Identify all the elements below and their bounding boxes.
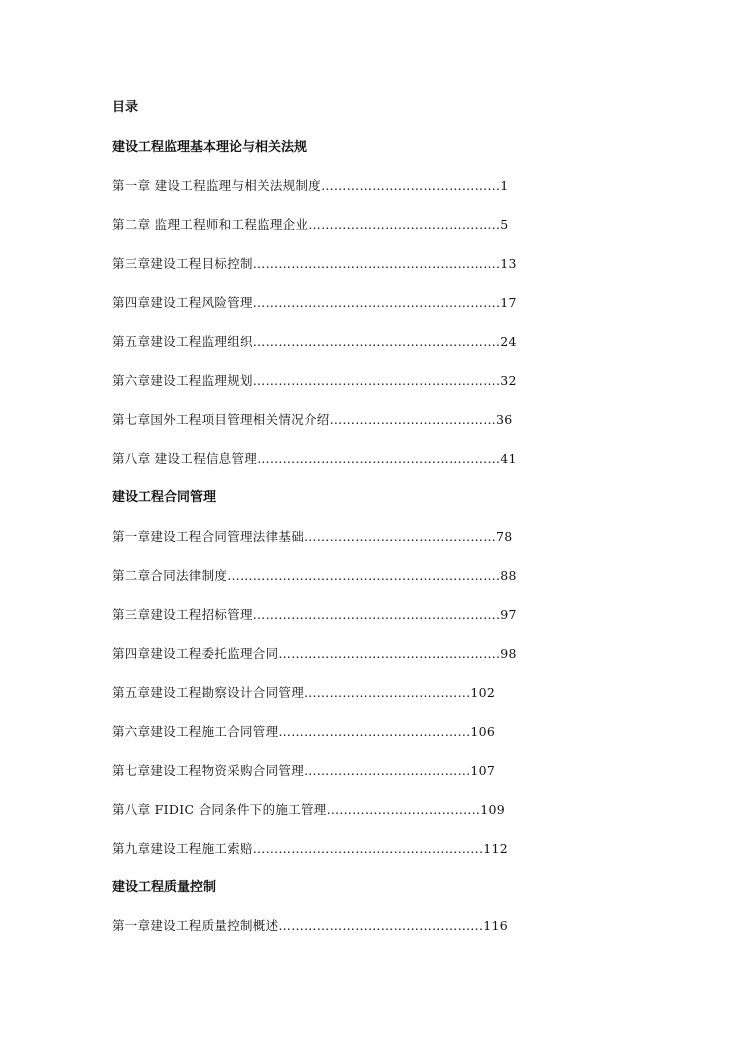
toc-entry: 第七章建设工程物资采购合同管理………………………………...107 [112, 763, 496, 778]
toc-entry: 第四章建设工程风险管理………………………………………………….17 [112, 295, 517, 310]
toc-entry: 第七章国外工程项目管理相关情况介绍…………………………………36 [112, 412, 513, 427]
section-title-3: 建设工程质量控制 [112, 880, 217, 895]
toc-entry: 第二章合同法律制度……………………………………………………….88 [112, 568, 517, 583]
toc-entry: 第三章建设工程招标管理………………………………………………….97 [112, 607, 517, 622]
toc-entry: 第六章建设工程监理规划………………………………………………….32 [112, 373, 517, 388]
toc-entry: 第五章建设工程监理组织………………………………………………….24 [112, 334, 517, 349]
toc-entry: 第四章建设工程委托监理合同…………………………………………….98 [112, 646, 517, 661]
toc-entry: 第八章 FIDIC 合同条件下的施工管理……………………………...109 [112, 802, 505, 817]
toc-title: 目录 [112, 100, 139, 115]
toc-entry: 第二章 监理工程师和工程监理企业………………………………….…..5 [112, 217, 509, 232]
toc-entry: 第一章建设工程质量控制概述………………………………………...116 [112, 918, 508, 933]
section-title-1: 建设工程监理基本理论与相关法规 [112, 140, 308, 155]
toc-entry: 第九章建设工程施工索赔……………………………………………...112 [112, 841, 508, 856]
toc-entry: 第六章建设工程施工合同管理……………………………………...106 [112, 724, 496, 739]
toc-entry: 第八章 建设工程信息管理…………………………………………………41 [112, 451, 517, 466]
toc-entry: 第五章建设工程勘察设计合同管理………………………………...102 [112, 685, 496, 700]
toc-entry: 第三章建设工程目标控制………………………………………………….13 [112, 256, 517, 271]
section-title-2: 建设工程合同管理 [112, 490, 217, 505]
toc-entry: 第一章建设工程合同管理法律基础………………………………………78 [112, 529, 513, 544]
toc-entry: 第一章 建设工程监理与相关法规制度…………………………………...1 [112, 178, 509, 193]
